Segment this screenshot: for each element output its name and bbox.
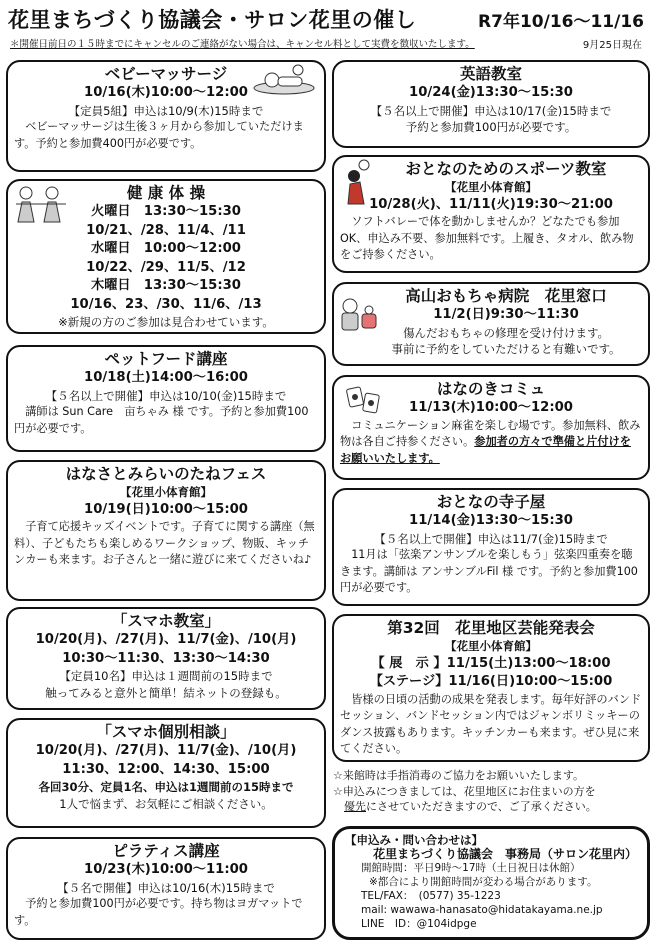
note-priority bbox=[333, 784, 649, 815]
card-title: はなのきコミュ bbox=[436, 380, 546, 398]
card-apply: 【定員10名】申込は１週間前の15時まで bbox=[59, 669, 273, 683]
card-description: 講師は Sun Care 亩ちゃみ 様 です。予約と参加費100円が必要です。 bbox=[14, 405, 309, 435]
card-description: 1人で悩まず、お気軽にご相談ください。 bbox=[59, 796, 273, 811]
card-description: 予約と参加費100円が必要です。 bbox=[405, 120, 577, 134]
card-title: 「スマホ教室」 bbox=[111, 612, 221, 630]
contact-heading: 【申込み・問い合わせは】 bbox=[345, 833, 483, 847]
card-title: 健 康 体 操 bbox=[126, 184, 206, 202]
card-date: 11/13(木)10:00～12:00 bbox=[409, 400, 573, 415]
schedule-wednesday-dates: 10/22、/29、11/5、/12 bbox=[86, 259, 246, 275]
exercise-people-icon bbox=[14, 184, 68, 224]
card-times: 11:30、12:00、14:30、15:00 bbox=[62, 761, 270, 777]
contact-mail[interactable]: mail: wawawa-hanasato@hidatakayama.ne.jp bbox=[361, 904, 603, 916]
note-priority-emphasis: 優先 bbox=[344, 800, 366, 813]
schedule-thursday-dates: 10/16、23、/30、11/6、/13 bbox=[70, 296, 262, 312]
baby-massage-icon bbox=[252, 62, 316, 96]
card-pet-food bbox=[6, 345, 326, 452]
card-apply: 【定員5組】申込は10/9(木)15時まで bbox=[68, 103, 264, 118]
card-title: ペットフード講座 bbox=[104, 350, 228, 368]
card-description: 予約と参加費100円が必要です。持ち物はヨガマットです。 bbox=[14, 897, 303, 927]
page-header bbox=[8, 4, 648, 52]
card-apply: 【５名で開催】申込は10/16(木)15時まで bbox=[57, 880, 275, 895]
card-description: ソフトバレーで体を動かしませんか？どなたでも参加OK、申込み不要、参加無料です。上履き、タオル、飲み物をご持参ください。 bbox=[340, 215, 634, 261]
card-description: 触ってみると意外と簡単！結ネットの登録も。 bbox=[45, 685, 287, 700]
card-date: 10/19(日)10:00～15:00 bbox=[84, 501, 248, 517]
cancellation-notice: ＊開催日前日の１５時までにキャンセルのご連絡がない場合は、キャンセル料として実費を徴収いたします。 bbox=[10, 39, 475, 50]
card-description-emphasis: 参加者の方々で準備と片付けをお願いいたします。 bbox=[340, 435, 631, 465]
card-title: ベビーマッサージ bbox=[104, 65, 228, 83]
card-date: 11/14(金)13:30～15:30 bbox=[409, 513, 573, 528]
card-pilates bbox=[6, 837, 326, 940]
event-period: R7年10/16～11/16 bbox=[478, 12, 644, 32]
schedule-tuesday-dates: 10/21、/28、11/4、/11 bbox=[86, 222, 246, 238]
card-title: ピラティス講座 bbox=[112, 842, 220, 860]
card-date: 10/16(木)10:00～12:00 bbox=[84, 85, 248, 100]
card-sports bbox=[332, 155, 650, 273]
card-title: 英語教室 bbox=[459, 65, 522, 83]
card-title: はなさとみらいのたねフェス bbox=[65, 465, 267, 483]
card-place: 【花里小体育館】 bbox=[445, 639, 537, 653]
card-description: 子育て応援キッズイベントです。子育てに関する講座（無料）、子どもたちも楽しめるワークショップ、物販、キッチンカーも来ます。お子さんと一緒に遊びに来てくださいね♪ bbox=[14, 520, 315, 566]
card-note: ※新規の方のご参加は見合わせています。 bbox=[58, 315, 274, 329]
card-apply: 【５名以上で開催】申込は10/10(金)15時まで bbox=[45, 388, 287, 403]
card-description: ベビーマッサージは生後３ヶ月から参加していただけます。予約と参加費400円が必要です。 bbox=[14, 120, 304, 150]
card-title: おとなの寺子屋 bbox=[436, 493, 546, 511]
card-date: 10/18(土)14:00～16:00 bbox=[84, 370, 248, 385]
as-of-date: 9月25日現在 bbox=[582, 40, 642, 51]
card-mirai-fes bbox=[6, 460, 326, 601]
contact-tel[interactable]: TEL/FAX： (0577) 35-1223 bbox=[361, 890, 501, 902]
card-apply: 各回30分、定員1名、申込は1週間前の15時まで bbox=[38, 780, 294, 794]
card-geino bbox=[332, 614, 650, 762]
card-description-1: 傷んだおもちゃの修理を受け付けます。 bbox=[402, 325, 610, 340]
contact-line-id[interactable]: LINE ID：@104idpge bbox=[361, 918, 477, 930]
contact-org: 花里まちづくり協議会 事務局（サロン花里内） bbox=[373, 847, 637, 861]
note-hand-sanitize: ☆来館時は手指消毒のご協力をお願いいたします。 bbox=[333, 769, 584, 782]
card-date: 10/28(火)、11/11(火)19:30～21:00 bbox=[369, 196, 613, 212]
toy-repair-icon bbox=[338, 296, 380, 332]
card-description-text: コミュニケーション麻雀を楽しむ場です。参加無料、飲み物は各自ご持参ください。 bbox=[340, 418, 641, 448]
stage-schedule: 【ステージ】11/16(日)10:00～15:00 bbox=[369, 674, 613, 689]
card-place: 【花里小体育館】 bbox=[445, 180, 537, 194]
card-place: 【花里小体育館】 bbox=[120, 485, 212, 499]
card-terakoya bbox=[332, 488, 650, 606]
schedule-thursday-time: 木曜日 13:30～15:30 bbox=[91, 278, 241, 293]
card-title: おとなのためのスポーツ教室 bbox=[405, 160, 607, 178]
card-date: 10/24(金)13:30～15:30 bbox=[409, 85, 573, 100]
card-apply: 【５名以上で開催】申込は10/17(金)15時まで bbox=[370, 103, 612, 118]
card-description: 11月は「弦楽アンサンブルを楽しもう」弦楽四重奏を聴きます。講師は アンサンブルFil 様 です。予約と参加費100円が必要です。 bbox=[340, 548, 638, 594]
card-dates: 10/20(月)、/27(月)、11/7(金)、/10(月) bbox=[35, 743, 297, 758]
card-description bbox=[340, 418, 642, 468]
card-times: 10:30～11:30、13:30～14:30 bbox=[62, 650, 270, 666]
contact-hours-note: ※都合により開館時間が変わる場合があります。 bbox=[369, 876, 598, 888]
card-title: 「スマホ個別相談」 bbox=[96, 723, 236, 741]
card-eigo bbox=[332, 60, 650, 148]
contact-box bbox=[332, 826, 650, 940]
card-sumaho-kobetsu bbox=[6, 718, 326, 828]
note-priority-text: ☆申込みにつきましては、花里地区にお住まいの方を bbox=[333, 784, 596, 798]
card-date: 10/23(木)10:00～11:00 bbox=[84, 862, 248, 877]
card-apply: 【５名以上で開催】申込は11/7(金)15時まで bbox=[374, 531, 608, 546]
card-title: 高山おもちゃ病院 花里窓口 bbox=[405, 287, 607, 305]
card-description: 皆様の日頃の活動の成果を発表します。毎年好評のバンドセッション、バンドセッション内ではジャンボリミッキーのダンス披露もあります。キッチンカーも来ます。ぜひ見に来てください。 bbox=[340, 692, 642, 755]
page-title: 花里まちづくり協議会・サロン花里の催し bbox=[8, 8, 417, 32]
footer-notes bbox=[333, 768, 649, 815]
card-title: 第32回 花里地区芸能発表会 bbox=[387, 619, 595, 637]
schedule-wednesday-time: 水曜日 10:00～12:00 bbox=[91, 241, 241, 256]
card-date: 11/2(日)9:30～11:30 bbox=[433, 307, 579, 322]
note-priority-tail: にさせていただきますので、ご了承ください。 bbox=[366, 800, 597, 813]
card-dates: 10/20(月)、/27(月)、11/7(金)、/10(月) bbox=[35, 632, 297, 647]
card-description-2: 事前に予約をしていただけると有難いです。 bbox=[391, 342, 621, 356]
mahjong-tiles-icon bbox=[344, 384, 388, 418]
card-sumaho-kyoshitsu bbox=[6, 607, 326, 710]
volleyball-player-icon bbox=[340, 158, 374, 206]
contact-hours: 開館時間：平日9時～17時（土日祝日は休館） bbox=[361, 862, 581, 874]
schedule-tuesday-time: 火曜日 13:30～15:30 bbox=[91, 204, 241, 219]
exhibit-schedule: 【 展 示 】11/15(土)13:00～18:00 bbox=[371, 655, 611, 671]
